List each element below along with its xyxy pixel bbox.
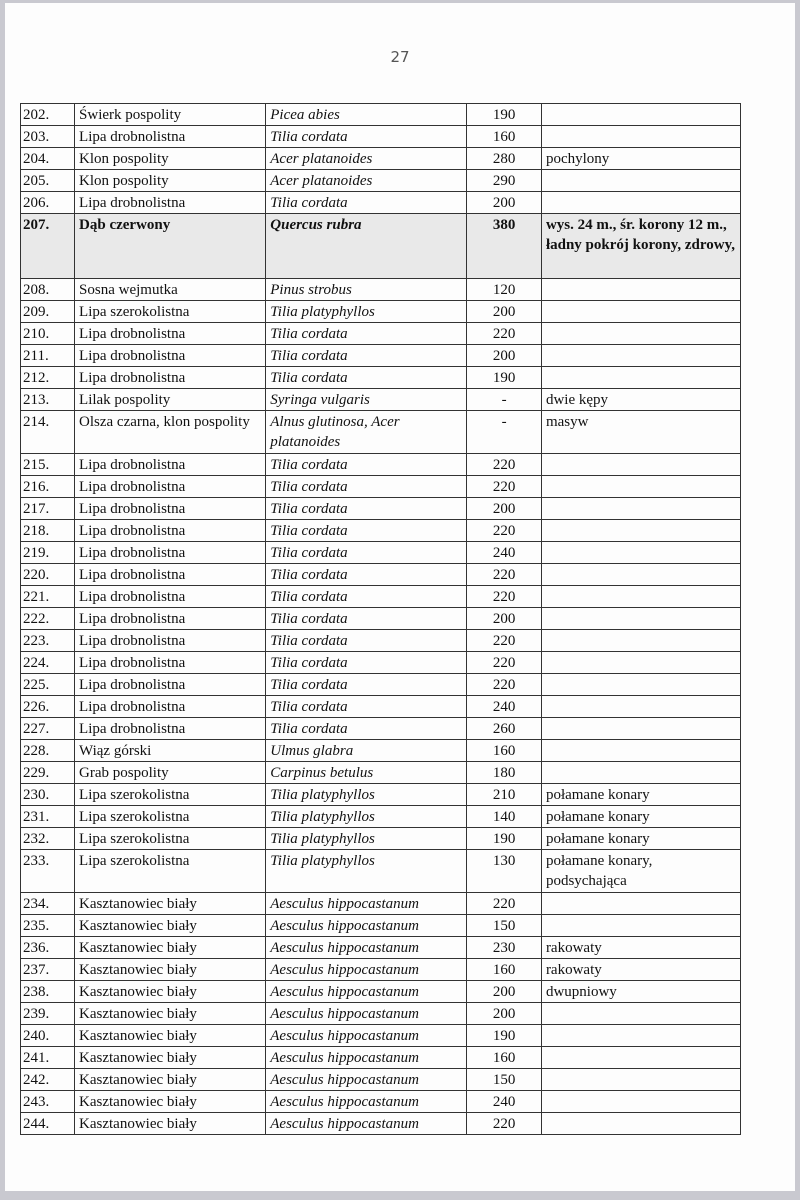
note-cell — [541, 586, 741, 607]
table-row — [20, 497, 741, 519]
latin-name-cell: Pinus strobus — [265, 279, 466, 300]
table-row — [20, 607, 741, 629]
common-name-cell: Lipa szerokolistna — [74, 850, 265, 892]
note-cell — [541, 323, 741, 344]
row-number: 217. — [20, 498, 74, 519]
table-row — [20, 827, 741, 849]
table-row — [20, 563, 741, 585]
latin-name-cell: Tilia platyphyllos — [265, 850, 466, 892]
table-row — [20, 695, 741, 717]
table-row — [20, 147, 741, 169]
common-name-cell: Lipa szerokolistna — [74, 301, 265, 322]
latin-name-cell: Quercus rubra — [265, 214, 466, 278]
common-name-cell: Lipa drobnolistna — [74, 542, 265, 563]
common-name-cell: Kasztanowiec biały — [74, 915, 265, 936]
row-number: 223. — [20, 630, 74, 651]
row-number: 227. — [20, 718, 74, 739]
latin-name-cell: Tilia cordata — [265, 542, 466, 563]
circumference-cell: 160 — [466, 740, 541, 761]
table-row — [20, 322, 741, 344]
table-row — [20, 169, 741, 191]
table-row — [20, 410, 741, 453]
latin-name-cell: Tilia cordata — [265, 126, 466, 147]
table-row — [20, 278, 741, 300]
common-name-cell: Lipa drobnolistna — [74, 323, 265, 344]
circumference-cell: 220 — [466, 893, 541, 914]
row-number: 242. — [20, 1069, 74, 1090]
common-name-cell: Kasztanowiec biały — [74, 981, 265, 1002]
row-number: 212. — [20, 367, 74, 388]
row-number: 208. — [20, 279, 74, 300]
common-name-cell: Lipa drobnolistna — [74, 498, 265, 519]
row-number: 224. — [20, 652, 74, 673]
row-number: 216. — [20, 476, 74, 497]
note-cell — [541, 542, 741, 563]
common-name-cell: Kasztanowiec biały — [74, 1113, 265, 1134]
latin-name-cell: Aesculus hippocastanum — [265, 981, 466, 1002]
latin-name-cell: Tilia cordata — [265, 696, 466, 717]
common-name-cell: Wiąz górski — [74, 740, 265, 761]
table-row — [20, 717, 741, 739]
table-row — [20, 1024, 741, 1046]
common-name-cell: Lipa drobnolistna — [74, 454, 265, 475]
row-number: 233. — [20, 850, 74, 892]
common-name-cell: Lipa szerokolistna — [74, 828, 265, 849]
row-number: 244. — [20, 1113, 74, 1134]
latin-name-cell: Tilia cordata — [265, 367, 466, 388]
note-cell — [541, 762, 741, 783]
note-cell: połamane konary — [541, 806, 741, 827]
row-number: 205. — [20, 170, 74, 191]
row-number: 236. — [20, 937, 74, 958]
circumference-cell: 290 — [466, 170, 541, 191]
table-row — [20, 519, 741, 541]
latin-name-cell: Aesculus hippocastanum — [265, 959, 466, 980]
latin-name-cell: Aesculus hippocastanum — [265, 1025, 466, 1046]
row-number: 207. — [20, 214, 74, 278]
latin-name-cell: Tilia platyphyllos — [265, 806, 466, 827]
row-number: 221. — [20, 586, 74, 607]
circumference-cell: 240 — [466, 696, 541, 717]
table-row — [20, 805, 741, 827]
latin-name-cell: Tilia cordata — [265, 345, 466, 366]
table-row — [20, 849, 741, 892]
circumference-cell: 160 — [466, 126, 541, 147]
common-name-cell: Lipa szerokolistna — [74, 806, 265, 827]
row-number: 215. — [20, 454, 74, 475]
note-cell: rakowaty — [541, 937, 741, 958]
note-cell — [541, 915, 741, 936]
latin-name-cell: Tilia cordata — [265, 498, 466, 519]
circumference-cell: 200 — [466, 608, 541, 629]
table-row — [20, 783, 741, 805]
common-name-cell: Grab pospolity — [74, 762, 265, 783]
circumference-cell: - — [466, 389, 541, 410]
circumference-cell: 190 — [466, 367, 541, 388]
common-name-cell: Lipa szerokolistna — [74, 784, 265, 805]
table-row — [20, 1112, 741, 1135]
row-number: 226. — [20, 696, 74, 717]
circumference-cell: 150 — [466, 915, 541, 936]
note-cell: połamane konary, podsychająca — [541, 850, 741, 892]
note-cell — [541, 696, 741, 717]
circumference-cell: 220 — [466, 586, 541, 607]
circumference-cell: 190 — [466, 104, 541, 125]
table-row — [20, 629, 741, 651]
row-number: 214. — [20, 411, 74, 453]
note-cell — [541, 192, 741, 213]
latin-name-cell: Tilia cordata — [265, 564, 466, 585]
row-number: 231. — [20, 806, 74, 827]
latin-name-cell: Tilia cordata — [265, 652, 466, 673]
table-row — [20, 936, 741, 958]
row-number: 229. — [20, 762, 74, 783]
row-number: 230. — [20, 784, 74, 805]
table-row — [20, 673, 741, 695]
common-name-cell: Lipa drobnolistna — [74, 674, 265, 695]
latin-name-cell: Alnus glutinosa, Acer platanoides — [265, 411, 466, 453]
latin-name-cell: Tilia cordata — [265, 586, 466, 607]
table-row — [20, 213, 741, 278]
latin-name-cell: Tilia cordata — [265, 630, 466, 651]
note-cell: dwupniowy — [541, 981, 741, 1002]
table-row — [20, 300, 741, 322]
common-name-cell: Lipa drobnolistna — [74, 476, 265, 497]
circumference-cell: 220 — [466, 652, 541, 673]
note-cell — [541, 564, 741, 585]
common-name-cell: Kasztanowiec biały — [74, 1091, 265, 1112]
common-name-cell: Kasztanowiec biały — [74, 937, 265, 958]
note-cell — [541, 345, 741, 366]
note-cell — [541, 893, 741, 914]
row-number: 206. — [20, 192, 74, 213]
latin-name-cell: Aesculus hippocastanum — [265, 1113, 466, 1134]
note-cell — [541, 608, 741, 629]
common-name-cell: Lipa drobnolistna — [74, 652, 265, 673]
latin-name-cell: Ulmus glabra — [265, 740, 466, 761]
row-number: 241. — [20, 1047, 74, 1068]
note-cell: pochylony — [541, 148, 741, 169]
circumference-cell: 190 — [466, 1025, 541, 1046]
row-number: 234. — [20, 893, 74, 914]
row-number: 239. — [20, 1003, 74, 1024]
latin-name-cell: Tilia cordata — [265, 192, 466, 213]
table-row — [20, 388, 741, 410]
latin-name-cell: Tilia cordata — [265, 608, 466, 629]
note-cell — [541, 498, 741, 519]
note-cell: połamane konary — [541, 784, 741, 805]
latin-name-cell: Tilia cordata — [265, 718, 466, 739]
row-number: 210. — [20, 323, 74, 344]
latin-name-cell: Syringa vulgaris — [265, 389, 466, 410]
latin-name-cell: Tilia cordata — [265, 520, 466, 541]
common-name-cell: Lipa drobnolistna — [74, 520, 265, 541]
table-row — [20, 585, 741, 607]
latin-name-cell: Tilia cordata — [265, 323, 466, 344]
row-number: 218. — [20, 520, 74, 541]
table-row — [20, 651, 741, 673]
row-number: 243. — [20, 1091, 74, 1112]
latin-name-cell: Aesculus hippocastanum — [265, 893, 466, 914]
table-row — [20, 914, 741, 936]
common-name-cell: Lipa drobnolistna — [74, 345, 265, 366]
table-row — [20, 344, 741, 366]
circumference-cell: 160 — [466, 1047, 541, 1068]
circumference-cell: 220 — [466, 1113, 541, 1134]
latin-name-cell: Aesculus hippocastanum — [265, 1069, 466, 1090]
note-cell — [541, 1113, 741, 1134]
document-page — [5, 3, 795, 1191]
table-row — [20, 125, 741, 147]
common-name-cell: Lipa drobnolistna — [74, 367, 265, 388]
circumference-cell: 230 — [466, 937, 541, 958]
latin-name-cell: Acer platanoides — [265, 148, 466, 169]
table-row — [20, 1002, 741, 1024]
circumference-cell: 210 — [466, 784, 541, 805]
circumference-cell: 380 — [466, 214, 541, 278]
note-cell — [541, 718, 741, 739]
common-name-cell: Świerk pospolity — [74, 104, 265, 125]
latin-name-cell: Aesculus hippocastanum — [265, 1091, 466, 1112]
row-number: 204. — [20, 148, 74, 169]
table-row — [20, 980, 741, 1002]
circumference-cell: 240 — [466, 542, 541, 563]
table-row — [20, 475, 741, 497]
latin-name-cell: Tilia platyphyllos — [265, 301, 466, 322]
table-row — [20, 103, 741, 125]
row-number: 209. — [20, 301, 74, 322]
table-row — [20, 739, 741, 761]
common-name-cell: Kasztanowiec biały — [74, 959, 265, 980]
common-name-cell: Lipa drobnolistna — [74, 192, 265, 213]
note-cell: dwie kępy — [541, 389, 741, 410]
circumference-cell: 220 — [466, 476, 541, 497]
note-cell: połamane konary — [541, 828, 741, 849]
note-cell — [541, 1003, 741, 1024]
note-cell — [541, 301, 741, 322]
latin-name-cell: Aesculus hippocastanum — [265, 937, 466, 958]
circumference-cell: 140 — [466, 806, 541, 827]
circumference-cell: 120 — [466, 279, 541, 300]
row-number: 225. — [20, 674, 74, 695]
row-number: 202. — [20, 104, 74, 125]
note-cell: rakowaty — [541, 959, 741, 980]
circumference-cell: 220 — [466, 674, 541, 695]
circumference-cell: 200 — [466, 301, 541, 322]
table-row — [20, 541, 741, 563]
note-cell — [541, 652, 741, 673]
row-number: 222. — [20, 608, 74, 629]
note-cell — [541, 630, 741, 651]
row-number: 211. — [20, 345, 74, 366]
common-name-cell: Kasztanowiec biały — [74, 1069, 265, 1090]
circumference-cell: 220 — [466, 630, 541, 651]
circumference-cell: 200 — [466, 345, 541, 366]
row-number: 213. — [20, 389, 74, 410]
latin-name-cell: Acer platanoides — [265, 170, 466, 191]
common-name-cell: Lipa drobnolistna — [74, 718, 265, 739]
note-cell — [541, 1069, 741, 1090]
circumference-cell: 180 — [466, 762, 541, 783]
common-name-cell: Lipa drobnolistna — [74, 126, 265, 147]
note-cell — [541, 476, 741, 497]
latin-name-cell: Aesculus hippocastanum — [265, 915, 466, 936]
latin-name-cell: Tilia platyphyllos — [265, 828, 466, 849]
row-number: 203. — [20, 126, 74, 147]
circumference-cell: 200 — [466, 981, 541, 1002]
row-number: 228. — [20, 740, 74, 761]
note-cell — [541, 104, 741, 125]
common-name-cell: Dąb czerwony — [74, 214, 265, 278]
common-name-cell: Klon pospolity — [74, 170, 265, 191]
latin-name-cell: Tilia cordata — [265, 674, 466, 695]
table-row — [20, 1046, 741, 1068]
circumference-cell: 160 — [466, 959, 541, 980]
row-number: 235. — [20, 915, 74, 936]
note-cell — [541, 170, 741, 191]
common-name-cell: Kasztanowiec biały — [74, 1047, 265, 1068]
note-cell: wys. 24 m., śr. korony 12 m., ładny pokrój korony, zdrowy, — [541, 214, 741, 278]
table-row — [20, 366, 741, 388]
row-number: 219. — [20, 542, 74, 563]
circumference-cell: 200 — [466, 498, 541, 519]
common-name-cell: Lilak pospolity — [74, 389, 265, 410]
common-name-cell: Lipa drobnolistna — [74, 608, 265, 629]
circumference-cell: 130 — [466, 850, 541, 892]
row-number: 238. — [20, 981, 74, 1002]
tree-inventory-table — [20, 103, 741, 1135]
latin-name-cell: Tilia cordata — [265, 476, 466, 497]
common-name-cell: Klon pospolity — [74, 148, 265, 169]
note-cell — [541, 126, 741, 147]
circumference-cell: 150 — [466, 1069, 541, 1090]
common-name-cell: Kasztanowiec biały — [74, 893, 265, 914]
common-name-cell: Olsza czarna, klon pospolity — [74, 411, 265, 453]
note-cell — [541, 367, 741, 388]
table-row — [20, 892, 741, 914]
note-cell — [541, 1025, 741, 1046]
note-cell — [541, 674, 741, 695]
row-number: 220. — [20, 564, 74, 585]
common-name-cell: Lipa drobnolistna — [74, 586, 265, 607]
table-row — [20, 1090, 741, 1112]
note-cell — [541, 740, 741, 761]
circumference-cell: - — [466, 411, 541, 453]
row-number: 240. — [20, 1025, 74, 1046]
note-cell — [541, 1047, 741, 1068]
circumference-cell: 240 — [466, 1091, 541, 1112]
row-number: 232. — [20, 828, 74, 849]
latin-name-cell: Tilia platyphyllos — [265, 784, 466, 805]
note-cell: masyw — [541, 411, 741, 453]
common-name-cell: Kasztanowiec biały — [74, 1003, 265, 1024]
circumference-cell: 200 — [466, 1003, 541, 1024]
table-row — [20, 191, 741, 213]
row-number: 237. — [20, 959, 74, 980]
table-row — [20, 761, 741, 783]
circumference-cell: 260 — [466, 718, 541, 739]
circumference-cell: 220 — [466, 564, 541, 585]
page-number: 27 — [390, 48, 410, 66]
circumference-cell: 190 — [466, 828, 541, 849]
latin-name-cell: Aesculus hippocastanum — [265, 1047, 466, 1068]
note-cell — [541, 1091, 741, 1112]
note-cell — [541, 454, 741, 475]
circumference-cell: 220 — [466, 454, 541, 475]
latin-name-cell: Aesculus hippocastanum — [265, 1003, 466, 1024]
note-cell — [541, 279, 741, 300]
circumference-cell: 220 — [466, 520, 541, 541]
latin-name-cell: Picea abies — [265, 104, 466, 125]
circumference-cell: 220 — [466, 323, 541, 344]
circumference-cell: 200 — [466, 192, 541, 213]
common-name-cell: Lipa drobnolistna — [74, 696, 265, 717]
circumference-cell: 280 — [466, 148, 541, 169]
common-name-cell: Lipa drobnolistna — [74, 630, 265, 651]
table-row — [20, 453, 741, 475]
common-name-cell: Lipa drobnolistna — [74, 564, 265, 585]
table-row — [20, 1068, 741, 1090]
note-cell — [541, 520, 741, 541]
latin-name-cell: Carpinus betulus — [265, 762, 466, 783]
common-name-cell: Kasztanowiec biały — [74, 1025, 265, 1046]
table-row — [20, 958, 741, 980]
common-name-cell: Sosna wejmutka — [74, 279, 265, 300]
latin-name-cell: Tilia cordata — [265, 454, 466, 475]
